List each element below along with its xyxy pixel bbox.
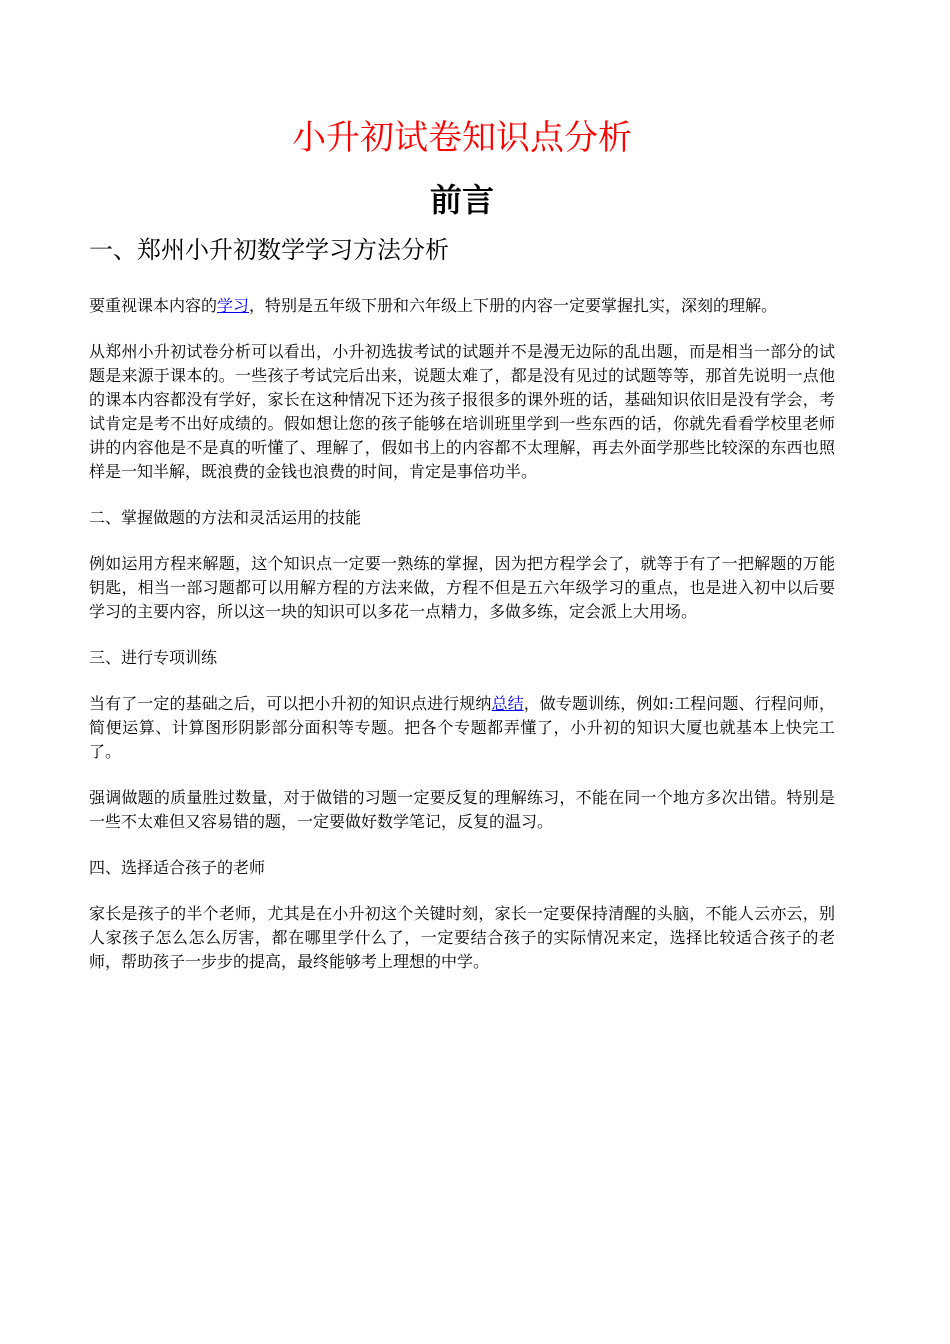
paragraph-4 [89,692,835,764]
study-link[interactable]: 学习 [217,296,250,315]
section-1-heading: 一、郑州小升初数学学习方法分析 [89,236,449,264]
paragraph-1-text-before: 要重视课本内容的 [89,296,218,315]
paragraph-1 [89,294,835,318]
paragraph-5: 强调做题的质量胜过数量，对于做错的习题一定要反复的理解练习，不能在同一个地方多次出错。特别是一些不太难但又容易错的题，一定要做好数学笔记，反复的温习。 [89,788,835,831]
paragraph-6: 家长是孩子的半个老师，尤其是在小升初这个关键时刻，家长一定要保持清醒的头脑，不能人云亦云，别人家孩子怎么怎么厉害，都在哪里学什么了，一定要结合孩子的实际情况来定，选择比较适合孩子的老师，帮助孩子一步步的提高，最终能够考上理想的中学。 [89,904,835,971]
section-2-heading: 二、掌握做题的方法和灵活运用的技能 [89,508,362,527]
paragraph-4-text-before: 当有了一定的基础之后，可以把小升初的知识点进行规纳 [89,694,492,713]
paragraph-2: 从郑州小升初试卷分析可以看出，小升初选拔考试的试题并不是漫无边际的乱出题，而是相当一部分的试题是来源于课本的。一些孩子考试完后出来，说题太难了，都是没有见过的试题等等，那首先说明一点他的课本内容都没有学好，家长在这种情况下还为孩子报很多的课外班的话，基础知识依旧是没有学会，考试肯定是考不出好成绩的。假如想让您的孩子能够在培训班里学到一些东西的话，你就先看看学校里老师讲的内容他是不是真的听懂了、理解了，假如书上的内容都不太理解，再去外面学那些比较深的东西也照样是一知半解，既浪费的金钱也浪费的时间，肯定是事倍功半。 [89,342,835,481]
paragraph-4-text-after: ，做专题训练，例如:工程问题、行程问师，简便运算、计算图形阴影部分面积等专题。把各个专题都弄懂了，小升初的知识大厦也就基本上快完工了。 [89,694,835,761]
document-title: 小升初试卷知识点分析 [292,118,632,158]
section-4-heading: 四、选择适合孩子的老师 [89,858,266,877]
preface-heading: 前言 [429,181,494,219]
section-3-heading: 三、进行专项训练 [89,648,218,667]
document-content [89,110,835,974]
paragraph-1-text-after: ，特别是五年级下册和六年级上下册的内容一定要掌握扎实，深刻的理解。 [249,296,778,315]
paragraph-3: 例如运用方程来解题，这个知识点一定要一熟练的掌握，因为把方程学会了，就等于有了一把解题的万能钥匙，相当一部习题都可以用解方程的方法来做，方程不但是五六年级学习的重点，也是进入初中以后要学习的主要内容，所以这一块的知识可以多花一点精力，多做多练，定会派上大用场。 [89,554,835,621]
summary-link[interactable]: 总结 [491,694,524,713]
